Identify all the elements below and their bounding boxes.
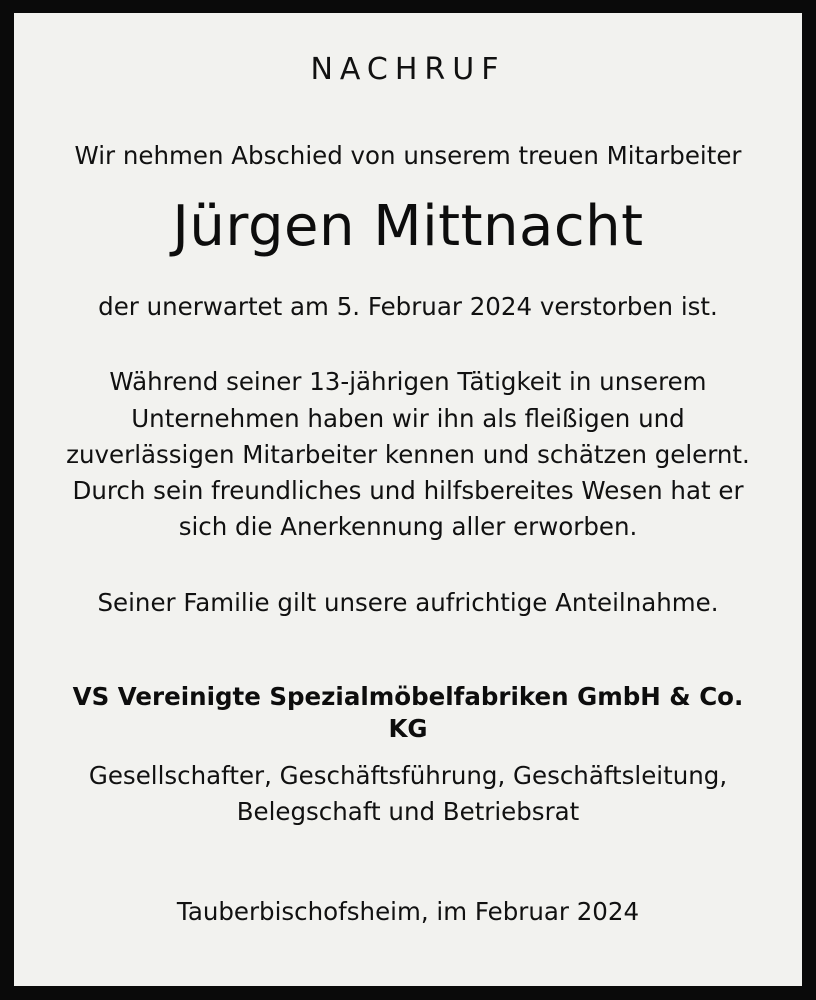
place-and-date: Tauberbischofsheim, im Februar 2024 [176,896,640,926]
company-name: VS Vereinigte Spezialmöbelfabriken GmbH & Co. KG [72,681,744,743]
obituary-notice [14,13,802,986]
deceased-name: Jürgen Mittnacht [172,193,644,259]
death-date-text: der unerwartet am 5. Februar 2024 verstorben ist. [98,291,718,321]
intro-text: Wir nehmen Abschied von unserem treuen Mitarbeiter [74,141,742,170]
tribute-paragraph: Während seiner 13-jährigen Tätigkeit in unserem Unternehmen haben wir ihn als fleißigen und zuverlässigen Mitarbeiter kennen und schätzen gelernt. Durch sein freundliches und hilfsbereites Wesen hat er sich die Anerkennung aller erworben. [66,367,750,542]
condolence-text: Seiner Familie gilt unsere aufrichtige Anteilnahme. [97,587,719,617]
page-title: NACHRUF [310,52,506,87]
signatories-text: Gesellschafter, Geschäftsführung, Geschäftsleitung, Belegschaft und Betriebsrat [88,761,728,826]
